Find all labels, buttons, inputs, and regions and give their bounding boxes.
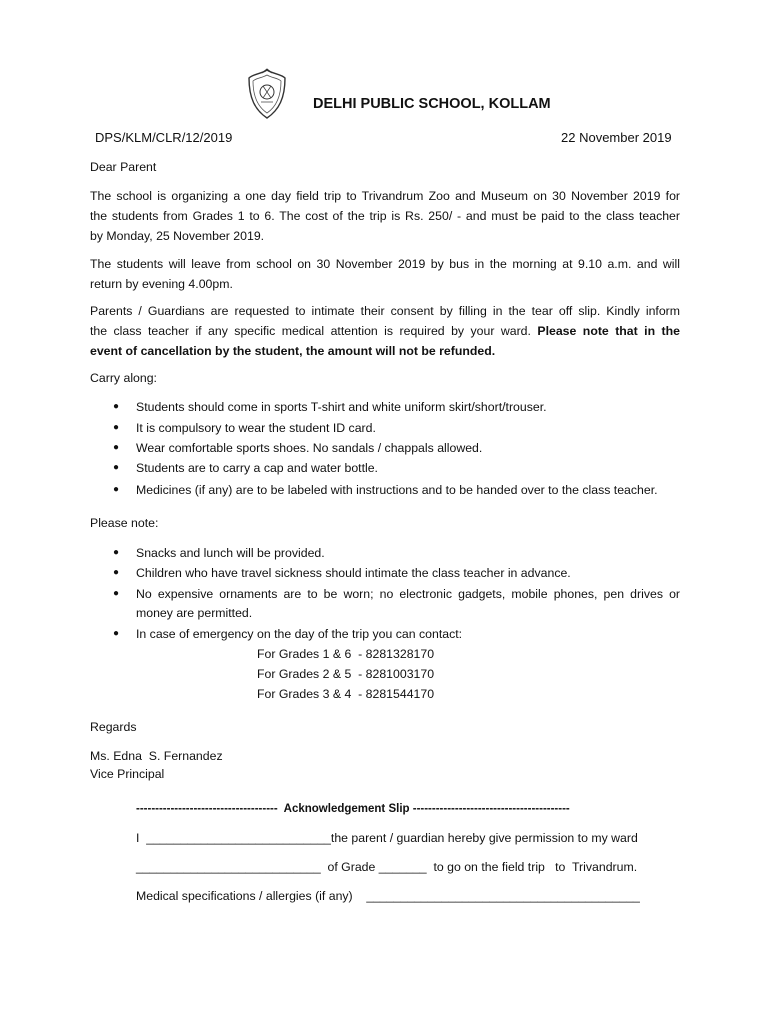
please-note-heading: Please note: — [90, 516, 159, 530]
refund-notice: Please note that in the — [537, 324, 681, 338]
bullet-icon: ● — [113, 462, 120, 473]
bullet-icon: ● — [113, 422, 120, 433]
list-item: Snacks and lunch will be provided. — [136, 546, 325, 560]
paragraph-trip-details — [90, 186, 680, 246]
bullet-icon: ● — [113, 547, 120, 558]
paragraph-line: The students will leave from school on 30 November 2019 by bus in the morning at 9.10 a.m. and will — [90, 257, 680, 271]
bullet-icon: ● — [113, 401, 120, 412]
slip-ward-grade-line: ___________________________ of Grade _______ to go on the field trip to Trivandrum. — [136, 860, 638, 874]
emergency-contact: For Grades 3 & 4 - 8281544170 — [257, 687, 435, 701]
paragraph-line: The school is organizing a one day field trip to Trivandrum Zoo and Museum on 30 November 2019 for — [90, 189, 680, 203]
slip-permission-line: I ___________________________the parent / guardian hereby give permission to my ward — [136, 831, 638, 845]
list-item: Students are to carry a cap and water bottle. — [136, 461, 378, 475]
paragraph-line — [90, 341, 680, 361]
school-crest-icon — [247, 68, 287, 120]
bullet-icon: ● — [113, 567, 120, 578]
bullet-icon: ● — [113, 442, 120, 453]
salutation: Dear Parent — [90, 160, 157, 174]
list-item: No expensive ornaments are to be worn; no electronic gadgets, mobile phones, pen drives or — [136, 587, 680, 601]
list-item: Medicines (if any) are to be labeled with instructions and to be handed over to the class teacher. — [136, 483, 658, 497]
carry-along-heading: Carry along: — [90, 371, 157, 385]
list-item-continuation: money are permitted. — [136, 606, 253, 620]
refund-notice: event of cancellation by the student, the amount will not be refunded. — [90, 344, 496, 358]
slip-title-text: ------------------------------------- Acknowledgement Slip ----------------------------------------- — [136, 803, 570, 815]
emergency-contact: For Grades 2 & 5 - 8281003170 — [257, 667, 435, 681]
signatory-name: Ms. Edna S. Fernandez — [90, 749, 223, 763]
closing-regards: Regards — [90, 720, 137, 734]
paragraph-line: by Monday, 25 November 2019. — [90, 229, 265, 243]
emergency-contact: For Grades 1 & 6 - 8281328170 — [257, 647, 435, 661]
reference-number: DPS/KLM/CLR/12/2019 — [95, 130, 233, 145]
acknowledgement-slip-title — [136, 799, 680, 819]
paragraph-line — [90, 321, 680, 341]
paragraph-line: the students from Grades 1 to 6. The cost of the trip is Rs. 250/ - and must be paid to the class teacher — [90, 209, 680, 223]
signatory-designation: Vice Principal — [90, 767, 165, 781]
paragraph-line: return by evening 4.00pm. — [90, 277, 233, 291]
bullet-icon: ● — [113, 484, 120, 495]
letter-date: 22 November 2019 — [561, 130, 672, 145]
list-item: Students should come in sports T-shirt and white uniform skirt/short/trouser. — [136, 400, 547, 414]
list-item: In case of emergency on the day of the trip you can contact: — [136, 627, 463, 641]
bullet-icon: ● — [113, 628, 120, 639]
list-item: Wear comfortable sports shoes. No sandals / chappals allowed. — [136, 441, 483, 455]
list-item: It is compulsory to wear the student ID card. — [136, 421, 376, 435]
paragraph-line: Parents / Guardians are requested to intimate their consent by filling in the tear off slip. Kindly inform — [90, 304, 680, 318]
paragraph-text: the class teacher if any specific medical attention is required by your ward. — [90, 324, 531, 338]
school-name: DELHI PUBLIC SCHOOL, KOLLAM — [313, 96, 551, 112]
list-item: Children who have travel sickness should intimate the class teacher in advance. — [136, 566, 571, 580]
paragraph-consent — [90, 301, 680, 361]
slip-medical-line: Medical specifications / allergies (if any) ________________________________________ — [136, 889, 640, 903]
paragraph-timing — [90, 254, 680, 294]
bullet-icon: ● — [113, 588, 120, 599]
